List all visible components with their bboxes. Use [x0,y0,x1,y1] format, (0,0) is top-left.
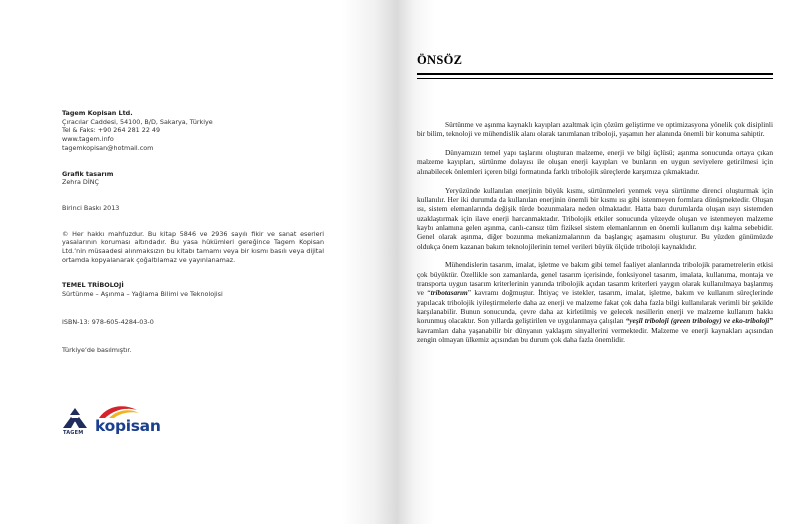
green-tribology-term: “yeşil triboloji (green tribology) ve eko-triboloji” [625,316,773,326]
kopisan-logo [93,404,173,438]
designer-name: Zehra DİNÇ [62,178,99,187]
publisher-logos [60,404,170,440]
foreword-paragraph-4-part-1: Mühendislerin tasarım, imalat, işletme ve bakım gibi temel faaliyet alanlarında tribolojik parametrelerin etkisi çok büyüktür. Özellikle son zamanlarda, genel tasarım içerisinde, fonksiyonel tasarım, imalata, kullanıma, montaja ve transporta uygun tasarım kriterlerinin yanında tribolojik açıdan tasarım kriterleri yaygın olarak kullanılmaya başlanmış ve “ [417,260,773,298]
foreword-paragraph-3: Yeryüzünde kullanılan enerjinin büyük kısmı, sürtünmeleri yenmek veya sürtünme direnci oluşturmak için kullanılır. Her iki durumda da kullanılan enerjinin önemli bir kısmı ısı gibi istenmeyen formlara dönüşmektedir. Oluşan ısı, sistem elemanlarında değişik türde bozunmalara neden olmaktadır. Hatta bazı durumlarda oluşan ısıyı sistemden uzaklaştırmak için ilave enerji harcanmaktadır. Tribolojik etkiler sonucunda yüzeyde oluşan ve istenmeyen malzeme kaybı anlamına gelen aşınma, canlı-cansız tüm fiziksel sistem elemanlarının en önemli kullanım dışı kalma sebebidir. Genel olarak aşınma, diğer bozunma mekanizmalarının da başlangıç aşamasını oluşturur. Bu yüzden günümüzde oldukça önem kazanan bakım teknolojilerinin temel verileri büyük ölçüde triboloji kaynaklıdır. [417,185,773,251]
tribotasarim-term: tribotasarım [430,288,468,298]
foreword-paragraph-4 [417,260,773,344]
publisher-email: tagemkopisan@hotmail.com [62,143,154,152]
foreword-paragraph-2: Dünyamızın temel yapı taşlarını oluşturan malzeme, enerji ve bilgi üçlüsü; aşınma sonucunda ortaya çıkan malzeme kayıpları, sürtünme dolayısı ile oluşan enerji kayıpları ve bunların en uygun seviyelere getirilmesi için alınabilecek önlemleri içeren bilgi formatında farklı tribolojik süreçlerde karşımıza çıkmaktadır. [417,148,773,176]
book-title: TEMEL TRİBOLOJİ [62,281,124,290]
publisher-phone: Tel & Faks: +90 264 281 22 49 [62,126,161,135]
tagem-emblem-icon [60,406,90,430]
left-page-imprint [0,0,398,524]
tagem-label: TAGEM [63,430,84,436]
foreword-body [417,120,773,354]
title-rule-thick [417,73,773,75]
isbn: ISBN-13: 978-605-4284-03-0 [62,317,154,326]
book-subtitle: Sürtünme – Aşınma – Yağlama Bilimi ve Teknolojisi [62,290,223,299]
publisher-name: Tagem Kopisan Ltd. [62,109,133,117]
tagem-logo [60,406,90,438]
publisher-website: www.tagem.info [62,135,114,144]
imprint-block [62,109,324,354]
foreword-paragraph-4-part-2: ” kavramı doğmuştur. İhtiyaç ve istekler, tasarım, imalat, işletme, bakım ve kullanım süreçlerinde yapılacak tribolojik iyileştirmelerle daha az enerji ve malzeme fakat çok daha fazla bilgi kullanılarak verimli bir şekilde karşılanabilir. Bunun sonucunda, çevre daha az kirletilmiş ve gelecek nesillerin enerji ve malzeme kullanım hakkı korunmuş olacaktır. Son yıllarda geliştirilen ve uygulanmaya çalışılan [417,288,774,326]
printed-in: Türkiye’de basılmıştır. [62,345,132,354]
copyright-notice: © Her hakkı mahfuzdur. Bu kitap 5846 ve 2936 sayılı fikir ve sanat eserleri yasalarının koruması altındadır. Bu yasa hükümleri gereğince Tagem Kopisan Ltd.’nin müsaadesi alınmaksızın bu kitabı tamamı veya bir kısmı basılı veya dijital ortamda kopyalanarak çoğaltılamaz ve yayınlanamaz. [62,229,324,264]
kopisan-label: kopisan [95,417,161,435]
foreword-paragraph-1: Sürtünme ve aşınma kaynaklı kayıpları azaltmak için çözüm geliştirme ve optimizasyona yönelik çok disiplinli bir bilim, teknoloji ve mühendislik alanı olarak tanımlanan triboloji, yaşamın her alanında önemli bir konuma sahiptir. [417,120,773,139]
edition-info: Birinci Baskı 2013 [62,203,120,212]
foreword-title: ÖNSÖZ [417,53,463,67]
foreword-paragraph-4-part-3: kavramları daha yaşanabilir bir dünyanın yaklaşım sinyallerini vermektedir. Malzeme ve enerji kaynakları açısından zengin olmayan ülkemiz açısından bu durum çok daha fazla önemlidir. [417,325,773,345]
title-rule-thin [417,78,773,79]
publisher-address: Çıracılar Caddesi, 54100, B/D, Sakarya, Türkiye [62,117,213,126]
design-heading: Grafik tasarım [62,169,114,178]
